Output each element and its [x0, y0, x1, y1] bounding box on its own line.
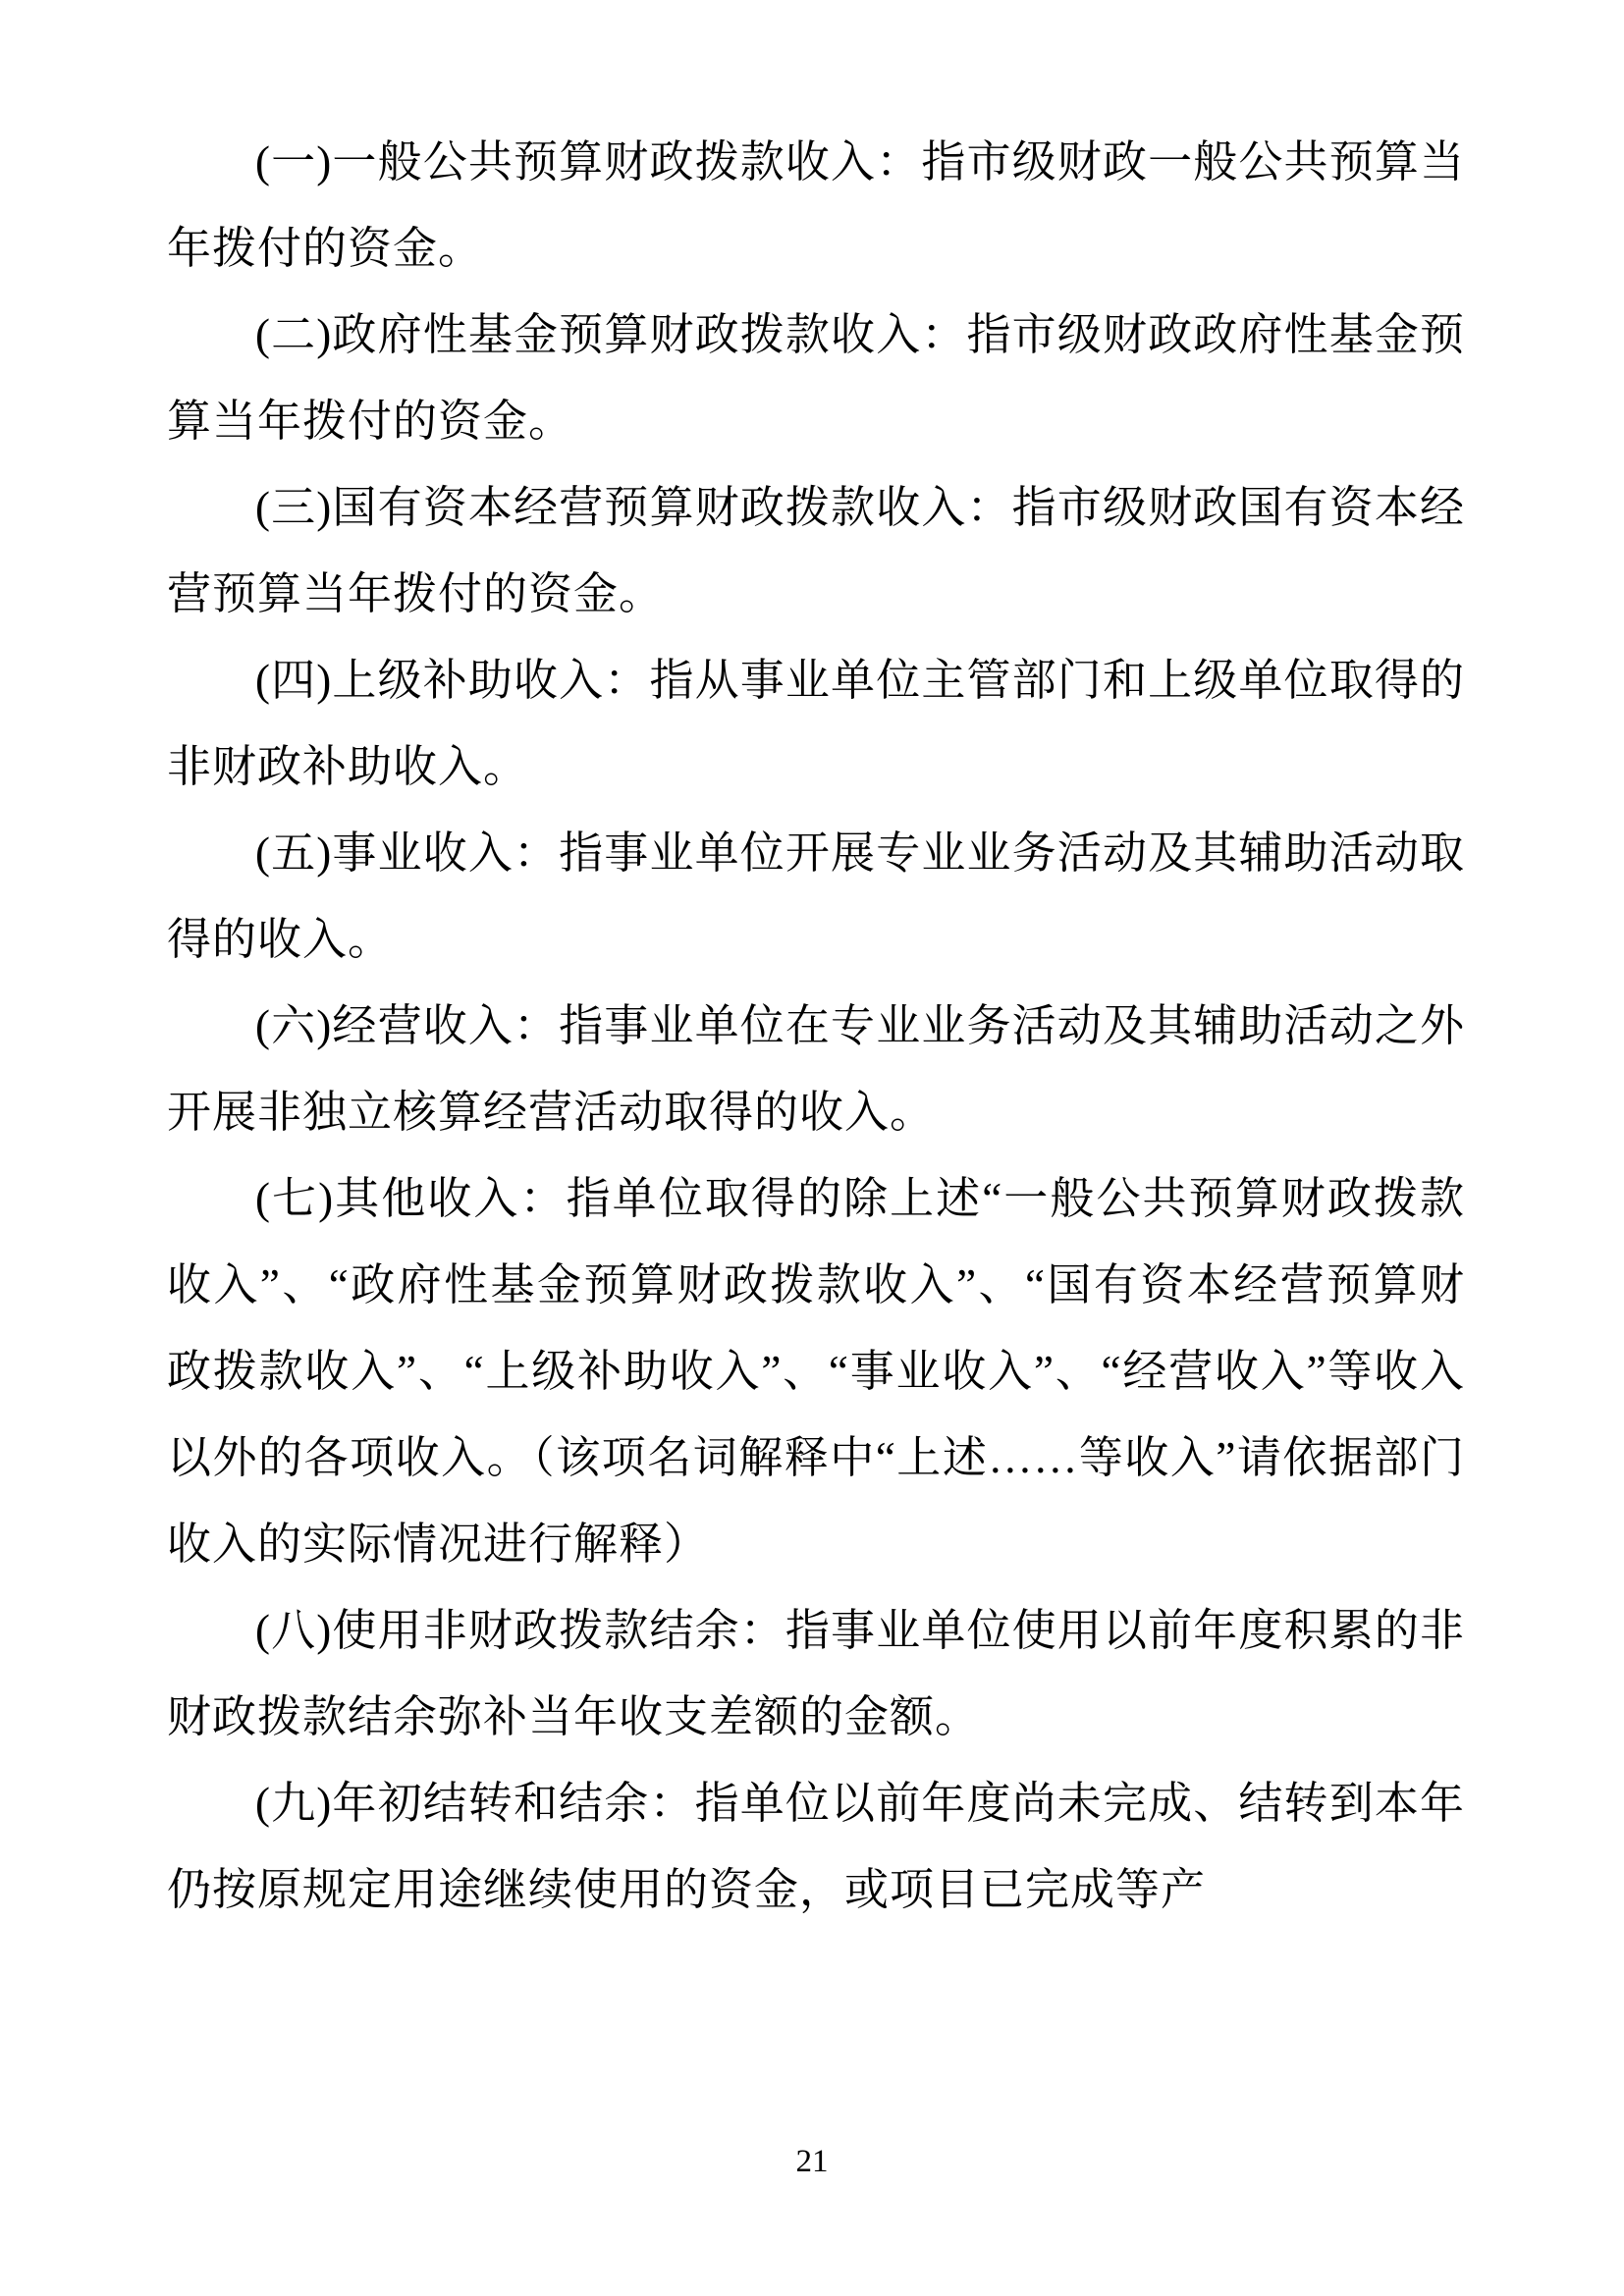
page-number: 21 [795, 2144, 829, 2179]
paragraph: (四)上级补助收入：指从事业单位主管部门和上级单位取得的非财政补助收入。 [167, 656, 1465, 791]
paragraph: (三)国有资本经营预算财政拨款收入：指市级财政国有资本经营预算当年拨付的资金。 [167, 483, 1465, 618]
paragraph: (五)事业收入：指事业单位开展专业业务活动及其辅助活动取得的收入。 [167, 828, 1465, 964]
paragraph: (二)政府性基金预算财政拨款收入：指市级财政政府性基金预算当年拨付的资金。 [167, 310, 1465, 446]
paragraph: (七)其他收入：指单位取得的除上述“一般公共预算财政拨款收入”、“政府性基金预算财政拨款收入”、“国有资本经营预算财政拨款收入”、“上级补助收入”、“事业收入”、“经营收入”等收入以外的各项收入。（该项名词解释中“上述……等收入”请依据部门收入的实际情况进行解释） [167, 1174, 1465, 1569]
paragraph: (九)年初结转和结余：指单位以前年度尚未完成、结转到本年仍按原规定用途继续使用的资金，或项目已完成等产 [167, 1779, 1465, 1914]
document-body [167, 119, 1465, 1933]
paragraph: (八)使用非财政拨款结余：指事业单位使用以前年度积累的非财政拨款结余弥补当年收支差额的金额。 [167, 1606, 1465, 1741]
paragraph: (六)经营收入：指事业单位在专业业务活动及其辅助活动之外开展非独立核算经营活动取得的收入。 [167, 1001, 1465, 1137]
paragraph: (一)一般公共预算财政拨款收入：指市级财政一般公共预算当年拨付的资金。 [167, 137, 1465, 273]
